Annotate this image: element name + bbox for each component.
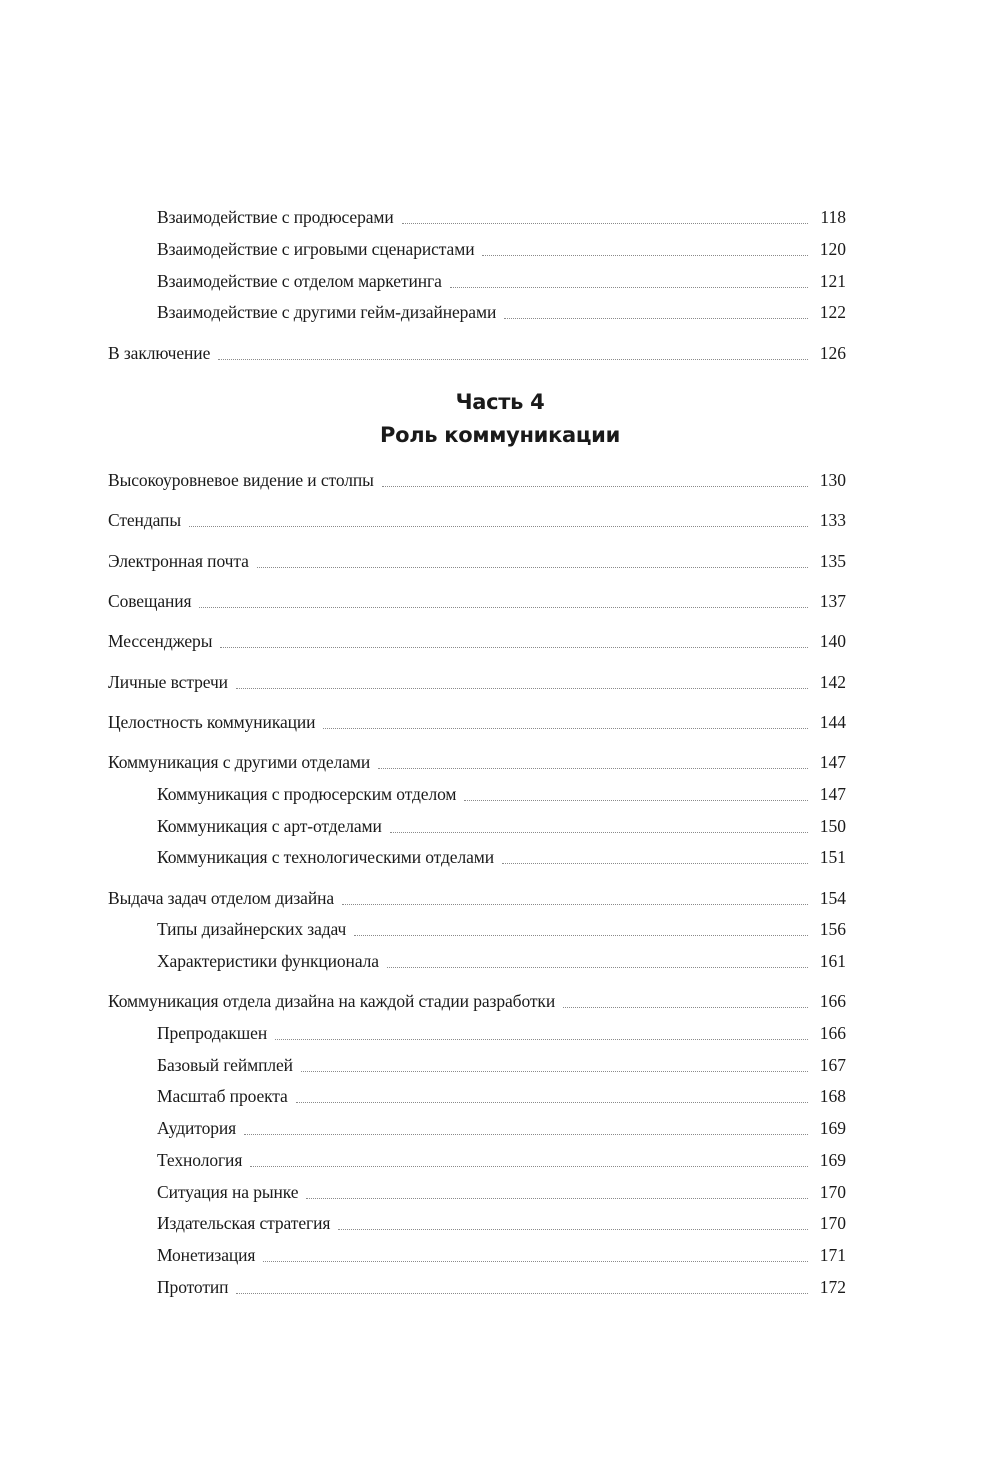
toc-entry-page: 169 — [819, 1150, 846, 1170]
dot-leader — [296, 1102, 808, 1103]
toc-entry-page: 122 — [819, 302, 846, 322]
toc-entry-page: 150 — [819, 816, 846, 836]
dot-leader — [482, 255, 808, 256]
dot-leader — [338, 1229, 808, 1230]
toc-entry[interactable] — [157, 1148, 846, 1172]
toc-entry[interactable] — [157, 917, 846, 941]
toc-entry-page: 121 — [819, 271, 846, 291]
toc-entry[interactable] — [108, 341, 846, 365]
toc-entry-page: 168 — [819, 1086, 846, 1106]
toc-entry-title: Базовый геймплей — [157, 1055, 293, 1075]
dot-leader — [502, 863, 808, 864]
toc-entry[interactable] — [157, 845, 846, 869]
toc-entry[interactable] — [157, 1116, 846, 1140]
toc-entry-title: Взаимодействие с продюсерами — [157, 207, 394, 227]
toc-entry-page: 118 — [820, 207, 846, 227]
dot-leader — [257, 567, 808, 568]
dot-leader — [387, 967, 808, 968]
dot-leader — [189, 526, 808, 527]
toc-entry-title: Технология — [157, 1150, 243, 1170]
dot-leader — [382, 486, 808, 487]
toc-entry-title: Характеристики функционала — [157, 951, 379, 971]
toc-entry-title: Личные встречи — [108, 672, 228, 692]
part-number-heading: Часть 4 — [455, 390, 545, 414]
toc-entry-title: Совещания — [108, 591, 192, 611]
toc-entry-title: Коммуникация с технологическими отделами — [157, 847, 494, 867]
toc-entry-page: 156 — [819, 919, 846, 939]
toc-entry-title: Взаимодействие с другими гейм-дизайнерами — [157, 302, 497, 322]
toc-entry-title: Выдача задач отделом дизайна — [108, 888, 335, 908]
dot-leader — [301, 1071, 808, 1072]
toc-entry-title: Прототип — [157, 1277, 229, 1297]
toc-entry-title: Масштаб проекта — [157, 1086, 288, 1106]
toc-entry-title: Взаимодействие с игровыми сценаристами — [157, 239, 475, 259]
dot-leader — [218, 359, 808, 360]
toc-entry[interactable] — [108, 468, 846, 492]
toc-entry[interactable] — [157, 1021, 846, 1045]
dot-leader — [563, 1007, 808, 1008]
toc-entry[interactable] — [157, 782, 846, 806]
toc-entry-title: Ситуация на рынке — [157, 1182, 299, 1202]
dot-leader — [390, 832, 808, 833]
toc-entry-page: 137 — [819, 591, 846, 611]
toc-entry[interactable] — [157, 300, 846, 324]
toc-entry[interactable] — [157, 237, 846, 261]
dot-leader — [450, 287, 808, 288]
toc-entry-page: 161 — [819, 951, 846, 971]
dot-leader — [236, 688, 808, 689]
toc-entry-page: 172 — [819, 1277, 846, 1297]
toc-entry-page: 135 — [819, 551, 846, 571]
toc-entry[interactable] — [108, 629, 846, 653]
dot-leader — [275, 1039, 808, 1040]
toc-entry[interactable] — [108, 886, 846, 910]
toc-entry[interactable] — [157, 949, 846, 973]
toc-entry[interactable] — [157, 1180, 846, 1204]
toc-entry[interactable] — [157, 1084, 846, 1108]
toc-entry-title: Целостность коммуникации — [108, 712, 316, 732]
dot-leader — [220, 647, 808, 648]
dot-leader — [323, 728, 808, 729]
toc-entry-title: Препродакшен — [157, 1023, 268, 1043]
toc-entry-page: 144 — [819, 712, 846, 732]
toc-entry[interactable] — [157, 1053, 846, 1077]
toc-entry-page: 142 — [819, 672, 846, 692]
toc-entry-page: 171 — [819, 1245, 846, 1265]
toc-entry-title: В заключение — [108, 343, 211, 363]
toc-entry-title: Стендапы — [108, 510, 181, 530]
toc-entry-title: Взаимодействие с отделом маркетинга — [157, 271, 442, 291]
toc-entry[interactable] — [157, 269, 846, 293]
toc-entry-title: Коммуникация с другими отделами — [108, 752, 371, 772]
toc-entry-page: 166 — [819, 991, 846, 1011]
toc-entry-page: 154 — [819, 888, 846, 908]
toc-entry-title: Аудитория — [157, 1118, 237, 1138]
toc-entry[interactable] — [157, 205, 846, 229]
dot-leader — [244, 1134, 808, 1135]
toc-entry-title: Типы дизайнерских задач — [157, 919, 347, 939]
toc-entry-title: Мессенджеры — [108, 631, 213, 651]
toc-entry-page: 169 — [819, 1118, 846, 1138]
dot-leader — [236, 1293, 808, 1294]
toc-entry[interactable] — [157, 1243, 846, 1267]
toc-entry[interactable] — [108, 589, 846, 613]
toc-entry[interactable] — [108, 710, 846, 734]
toc-entry-page: 166 — [819, 1023, 846, 1043]
dot-leader — [354, 935, 808, 936]
toc-entry-page: 167 — [819, 1055, 846, 1075]
toc-entry[interactable] — [157, 814, 846, 838]
toc-entry[interactable] — [157, 1211, 846, 1235]
toc-entry[interactable] — [108, 508, 846, 532]
dot-leader — [250, 1166, 808, 1167]
dot-leader — [378, 768, 808, 769]
toc-entry-page: 133 — [819, 510, 846, 530]
dot-leader — [342, 904, 808, 905]
dot-leader — [464, 800, 808, 801]
toc-entry[interactable] — [108, 670, 846, 694]
dot-leader — [199, 607, 808, 608]
dot-leader — [504, 318, 808, 319]
toc-entry-page: 140 — [819, 631, 846, 651]
toc-entry-page: 120 — [819, 239, 846, 259]
toc-entry-title: Коммуникация с арт-отделами — [157, 816, 382, 836]
toc-entry-page: 170 — [819, 1213, 846, 1233]
dot-leader — [402, 223, 808, 224]
toc-entry-page: 170 — [819, 1182, 846, 1202]
toc-entry[interactable] — [157, 1275, 846, 1299]
toc-entry-title: Издательская стратегия — [157, 1213, 331, 1233]
dot-leader — [306, 1198, 808, 1199]
toc-entry-page: 147 — [819, 752, 846, 772]
toc-entry-title: Монетизация — [157, 1245, 256, 1265]
dot-leader — [263, 1261, 808, 1262]
toc-entry-title: Коммуникация с продюсерским отделом — [157, 784, 457, 804]
toc-entry-title: Электронная почта — [108, 551, 249, 571]
toc-entry[interactable] — [108, 989, 846, 1013]
toc-entry[interactable] — [108, 750, 846, 774]
toc-entry-title: Коммуникация отдела дизайна на каждой стадии разработки — [108, 991, 556, 1011]
toc-entry-page: 151 — [819, 847, 846, 867]
toc-entry-page: 147 — [819, 784, 846, 804]
part-title-heading: Роль коммуникации — [379, 423, 621, 447]
toc-entry-title: Высокоуровневое видение и столпы — [108, 470, 374, 490]
toc-entry-page: 126 — [819, 343, 846, 363]
toc-entry-page: 130 — [819, 470, 846, 490]
toc-entry[interactable] — [108, 549, 846, 573]
